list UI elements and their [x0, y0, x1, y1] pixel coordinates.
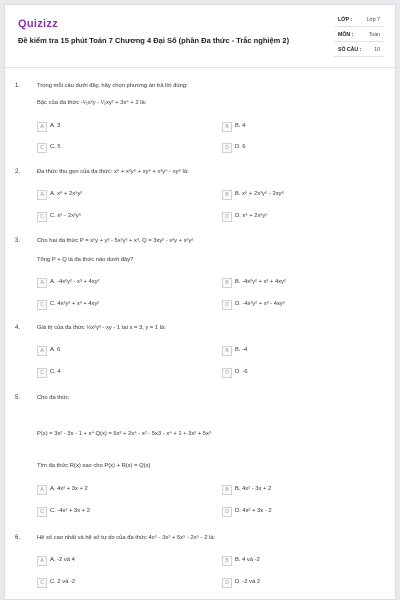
- option-b-label: B. 4 và -2: [235, 557, 260, 563]
- worksheet-title: Đề kiểm tra 15 phút Toán 7 Chương 4 Đại Số (phần Đa thức - Trắc nghiệm 2): [18, 36, 290, 45]
- option-a-checkbox[interactable]: A: [37, 278, 47, 288]
- question-text: Hệ số cao nhất và hệ số tự do của đa thức 4x⁵ - 3x² + 5x⁵ - 2x⁵ - 2 là:: [37, 535, 216, 541]
- meta-class-value: Lớp 7: [366, 17, 380, 23]
- option-c-label: C. 4x²y² + x³ + 4xy²: [50, 301, 100, 307]
- option-c-checkbox[interactable]: C: [37, 300, 47, 310]
- option-a-checkbox[interactable]: A: [37, 556, 47, 566]
- option-c-checkbox[interactable]: C: [37, 143, 47, 153]
- option-a-label: A. -2 và 4: [50, 557, 75, 563]
- option-a-label: A. 3: [50, 123, 61, 129]
- option-b-checkbox[interactable]: B: [222, 190, 232, 200]
- option-a-label: A. 6: [50, 347, 61, 353]
- option-c-checkbox[interactable]: C: [37, 368, 47, 378]
- question-subtext: Tổng P + Q là đa thức nào dưới đây?: [37, 257, 134, 263]
- option-c-label: C. 5: [50, 144, 61, 150]
- option-d-label: D. x⁶ + 2x²y⁵: [235, 213, 268, 219]
- option-d-checkbox[interactable]: D: [222, 143, 232, 153]
- quizizz-logo: Quizizz: [18, 18, 58, 30]
- option-d-checkbox[interactable]: D: [222, 300, 232, 310]
- option-a-label: A. 4x² + 3x + 2: [50, 486, 88, 492]
- question-text: Giá trị của đa thức ½x²y³ - xy - 1 tại x = 3, y = 1 là:: [37, 325, 166, 331]
- question-subtext: Tìm đa thức R(x) sao cho P(x) + R(x) = Q(x): [37, 463, 151, 469]
- option-c-label: C. 4: [50, 369, 61, 375]
- question-text: Đa thức thu gọn của đa thức: x⁶ + x²y⁵ + xy⁶ + x²y⁵ - xy⁶ là:: [37, 169, 189, 175]
- option-b-label: B. -4x²y² + x³ + 4xy²: [235, 279, 286, 285]
- option-d-checkbox[interactable]: D: [222, 368, 232, 378]
- question-subtext: Bậc của đa thức -¹⁄₂x²y - ¹⁄₂xy² + 3x⁵ + 2 là:: [37, 100, 147, 106]
- option-b-checkbox[interactable]: B: [222, 346, 232, 356]
- option-d-checkbox[interactable]: D: [222, 507, 232, 517]
- option-b-checkbox[interactable]: B: [222, 278, 232, 288]
- option-c-checkbox[interactable]: C: [37, 578, 47, 588]
- option-c-label: C. 2 và -2: [50, 579, 76, 585]
- meta-subject-key: MÔN :: [338, 32, 354, 38]
- option-c-checkbox[interactable]: C: [37, 212, 47, 222]
- option-d-label: D. -6: [235, 369, 248, 375]
- question-number: 5.: [15, 395, 21, 401]
- option-b-checkbox[interactable]: B: [222, 485, 232, 495]
- question-number: 1.: [15, 83, 21, 89]
- option-a-checkbox[interactable]: A: [37, 190, 47, 200]
- option-c-checkbox[interactable]: C: [37, 507, 47, 517]
- option-d-checkbox[interactable]: D: [222, 578, 232, 588]
- question-number: 2.: [15, 169, 21, 175]
- option-d-label: D. 4x² + 3x - 2: [235, 508, 272, 514]
- option-d-label: D. 6: [235, 144, 246, 150]
- option-d-label: D. -4x²y² + x³ - 4xy²: [235, 301, 285, 307]
- option-a-label: A. -4x²y² - x³ + 4xy²: [50, 279, 100, 285]
- option-b-checkbox[interactable]: B: [222, 556, 232, 566]
- option-c-label: C. x⁶ - 2x²y⁵: [50, 213, 82, 219]
- question-text: Trong mỗi câu dưới đây, hãy chọn phương án trả lời đúng:: [37, 83, 188, 89]
- question-number: 3.: [15, 238, 21, 244]
- meta-subject-value: Toán: [368, 32, 380, 38]
- option-d-checkbox[interactable]: D: [222, 212, 232, 222]
- option-b-label: B. x⁶ + 2x²y⁵ - 2xy⁶: [235, 191, 284, 197]
- question-subtext: P(x) = 3x² - 3x - 1 + x⁴ Q(x) = 5x³ + 2x⁴ - x² - 5x3 - x⁴ + 1 + 3x² + 5x³: [37, 431, 211, 437]
- option-b-label: B. 4: [235, 123, 246, 129]
- worksheet-page: [4, 4, 396, 600]
- meta-count-value: 10: [374, 47, 380, 53]
- option-a-checkbox[interactable]: A: [37, 346, 47, 356]
- option-b-label: B. -4: [235, 347, 248, 353]
- question-number: 4.: [15, 325, 21, 331]
- question-text: Cho hai đa thức P = x²y + y³ - 5x²y² + x³, Q = 3xy² - x²y + x²y²: [37, 238, 194, 244]
- option-a-checkbox[interactable]: A: [37, 485, 47, 495]
- worksheet-header: [5, 5, 395, 68]
- option-a-checkbox[interactable]: A: [37, 122, 47, 132]
- meta-class-key: LỚP :: [338, 17, 353, 23]
- option-b-checkbox[interactable]: B: [222, 122, 232, 132]
- meta-count-key: SỐ CÂU :: [338, 47, 362, 53]
- option-b-label: B. 4x² - 3x + 2: [235, 486, 272, 492]
- question-number: 6.: [15, 535, 21, 541]
- question-text: Cho đa thức: [37, 395, 69, 401]
- option-d-label: D. -2 và 2: [235, 579, 261, 585]
- option-a-label: A. x⁶ + 2x⁵y²: [50, 191, 83, 197]
- option-c-label: C. -4x² + 3x + 2: [50, 508, 90, 514]
